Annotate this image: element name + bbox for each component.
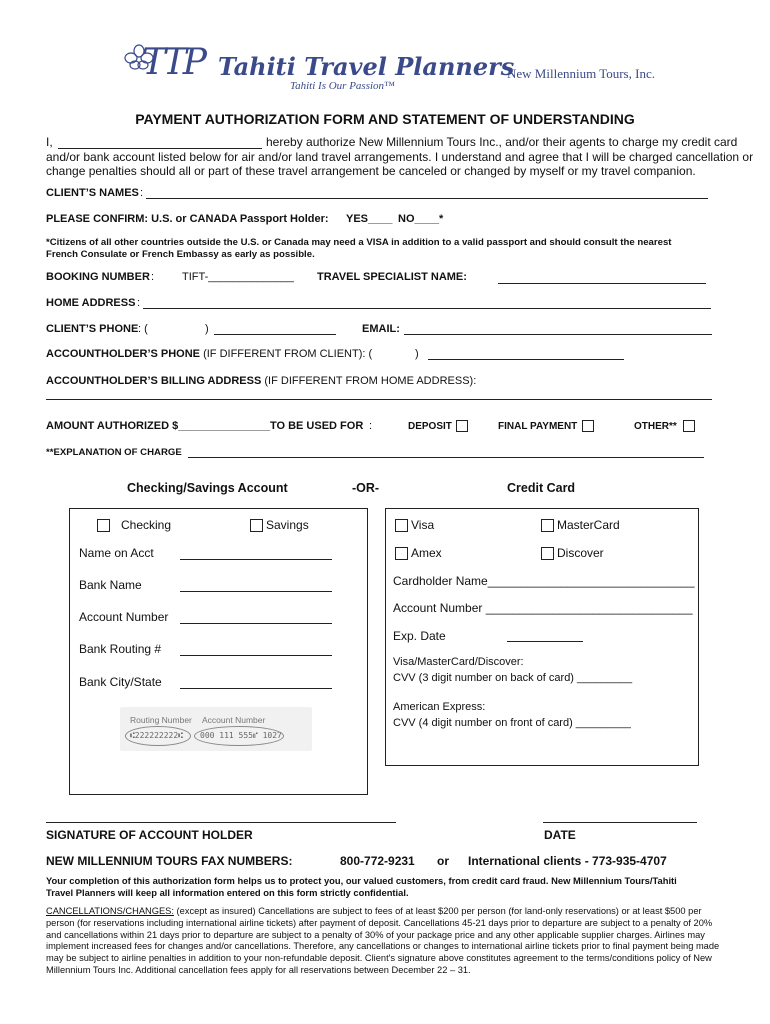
clients-names-label: CLIENT’S NAMES — [46, 187, 139, 199]
accountholder-phone-note: (IF DIFFERENT FROM CLIENT): ( — [203, 348, 373, 360]
credit-card-heading: Credit Card — [507, 481, 576, 495]
bank-routing-label: Bank Routing # — [79, 642, 162, 656]
checking-checkbox[interactable] — [97, 519, 110, 532]
home-address-label: HOME ADDRESS — [46, 297, 136, 309]
card-account-number-field[interactable]: Account Number _______________________________ — [393, 601, 693, 615]
confidentiality-line-2: Travel Planners will keep all information entered on this form strictly confidential. — [46, 887, 409, 898]
deposit-checkbox[interactable] — [456, 420, 468, 432]
exp-date-label: Exp. Date — [393, 629, 446, 643]
confidentiality-line-1: Your completion of this authorization form helps us to protect you, our valued customers, from credit card fraud. New Millennium Tours/Tahiti — [46, 875, 677, 886]
cancellation-line-4: implement increased fees for changes and/or cancellations. Therefore, any cancellations or changes to international airline tickets prior to final payment being made — [46, 941, 720, 952]
logo-monogram: TTP — [142, 42, 203, 83]
intro-line-2: and/or bank account listed below for air and/or land travel arrangements. I understand and agree that I will be charged cancellation or — [46, 150, 754, 164]
amex-checkbox[interactable] — [395, 547, 408, 560]
visa-checkbox[interactable] — [395, 519, 408, 532]
booking-number-label: BOOKING NUMBER — [46, 271, 150, 283]
cvv4-field[interactable]: CVV (4 digit number on front of card) _________ — [393, 717, 631, 729]
company-name: New Millennium Tours, Inc. — [507, 66, 655, 81]
discover-checkbox[interactable] — [541, 547, 554, 560]
travel-specialist-line[interactable] — [498, 283, 706, 284]
logo-name: Tahiti Travel Planners — [218, 52, 515, 81]
visa-note-line-1: *Citizens of all other countries outside the U.S. or Canada may need a VISA in addition to a valid passport and should consult the nearest — [46, 237, 672, 248]
accountholder-phone — [46, 348, 372, 360]
savings-label: Savings — [266, 518, 309, 532]
billing-address-label: ACCOUNTHOLDER’S BILLING ADDRESS — [46, 375, 262, 387]
check-routing-digits: ⑆222222222⑆ — [130, 731, 183, 740]
billing-address — [46, 375, 476, 387]
intro-prefix: I, — [46, 135, 53, 149]
page-title: PAYMENT AUTHORIZATION FORM AND STATEMENT OF UNDERSTANDING — [135, 111, 635, 127]
cvv3-field[interactable]: CVV (3 digit number on back of card) _________ — [393, 672, 633, 684]
email-line[interactable] — [404, 334, 712, 335]
sample-check-image — [120, 707, 312, 751]
exp-date-line[interactable] — [507, 641, 583, 642]
clients-phone-line[interactable] — [214, 334, 336, 335]
cancellation-line-5: may be subject to airline penalties in addition to your non-refundable deposit. Client's signature above constitutes agreement to the terms/conditions policy of New — [46, 953, 712, 964]
clients-names-colon: : — [140, 187, 144, 199]
booking-number-colon: : — [151, 271, 155, 283]
account-highlight-oval — [194, 726, 284, 746]
checking-savings-box — [69, 508, 368, 795]
fax-number: 800-772-9231 — [340, 854, 415, 868]
amex-section-label: American Express: — [393, 701, 486, 713]
confidentiality-note — [46, 875, 677, 899]
travel-specialist-label: TRAVEL SPECIALIST NAME: — [317, 271, 467, 283]
explanation-line[interactable] — [188, 457, 704, 458]
bank-name-label: Bank Name — [79, 578, 142, 592]
billing-address-line[interactable] — [46, 399, 712, 400]
routing-highlight-oval — [125, 726, 191, 746]
visa-note-line-2: French Consulate or French Embassy as early as possible. — [46, 249, 315, 260]
signature-label: SIGNATURE OF ACCOUNT HOLDER — [46, 828, 253, 842]
deposit-label: DEPOSIT — [408, 421, 452, 432]
amex-label: Amex — [411, 546, 442, 560]
clients-phone-open: : ( — [138, 323, 148, 335]
booking-number-field[interactable]: TIFT-______________ — [182, 271, 294, 283]
home-address-colon: : — [137, 297, 141, 309]
intro-line-1: hereby authorize New Millennium Tours Inc., and/or their agents to charge my credit card — [266, 135, 738, 149]
fax-label: NEW MILLENNIUM TOURS FAX NUMBERS: — [46, 854, 293, 868]
amount-authorized-label[interactable]: AMOUNT AUTHORIZED $_______________TO BE USED FOR — [46, 420, 364, 432]
clients-phone-close: ) — [205, 323, 209, 335]
authorizer-name-line[interactable] — [58, 148, 262, 149]
clients-phone-label: CLIENT’S PHONE — [46, 323, 139, 335]
email-label: EMAIL: — [362, 323, 400, 335]
accountholder-phone-close: ) — [415, 348, 419, 360]
other-label: OTHER** — [634, 421, 677, 432]
bank-city-state-label: Bank City/State — [79, 675, 162, 689]
amount-authorized-colon: : — [369, 420, 373, 432]
clients-names-line[interactable] — [146, 198, 708, 199]
accountholder-phone-line[interactable] — [428, 359, 624, 360]
explanation-label: **EXPLANATION OF CHARGE — [46, 447, 182, 458]
account-number-label: Account Number — [79, 610, 169, 624]
mastercard-label: MasterCard — [557, 518, 620, 532]
cancellation-line-2: person (for reservations including international airline tickets) after payment of deposit. Cancellations 45-21 days prior to departure are subject to a penalty of 20% — [46, 917, 713, 928]
name-on-acct-label: Name on Acct — [79, 546, 154, 560]
signature-line[interactable] — [46, 822, 396, 823]
final-payment-label: FINAL PAYMENT — [498, 421, 578, 432]
cancellation-policy — [46, 906, 719, 977]
logo — [120, 40, 530, 96]
cancellation-label: CANCELLATIONS/CHANGES: — [46, 906, 174, 916]
account-number-line[interactable] — [180, 623, 332, 624]
vmd-label: Visa/MasterCard/Discover: — [393, 656, 524, 668]
credit-card-box — [385, 508, 699, 766]
date-line[interactable] — [543, 822, 697, 823]
home-address-line[interactable] — [143, 308, 711, 309]
final-payment-checkbox[interactable] — [582, 420, 594, 432]
discover-label: Discover — [557, 546, 604, 560]
check-account-label: Account Number — [202, 715, 266, 725]
other-checkbox[interactable] — [683, 420, 695, 432]
name-on-acct-line[interactable] — [180, 559, 332, 560]
check-account-digits: 000 111 555⑈ 1027 — [200, 731, 282, 740]
passport-yes[interactable]: YES____ — [346, 213, 393, 225]
checking-label: Checking — [121, 518, 172, 532]
cancellation-line-1 — [46, 906, 719, 918]
bank-city-state-line[interactable] — [180, 688, 332, 689]
billing-address-note: (IF DIFFERENT FROM HOME ADDRESS): — [264, 375, 477, 387]
cardholder-name-field[interactable]: Cardholder Name_______________________________ — [393, 574, 695, 588]
check-routing-label: Routing Number — [130, 715, 192, 725]
visa-label: Visa — [411, 518, 435, 532]
passport-question: PLEASE CONFIRM: U.S. or CANADA Passport Holder: — [46, 213, 329, 225]
fax-international: International clients - 773-935-4707 — [468, 854, 667, 868]
fax-or: or — [437, 854, 449, 868]
cancellation-line-6: Millennium Tours Inc. Additional cancellation fees apply for all reservations between December 22 – 31. — [46, 964, 471, 975]
bank-routing-line[interactable] — [180, 655, 332, 656]
date-label: DATE — [544, 828, 576, 842]
intro-line-3: change penalties should all or part of these travel arrangement be canceled or changed by myself or my travel companion. — [46, 164, 696, 178]
mastercard-checkbox[interactable] — [541, 519, 554, 532]
passport-no[interactable]: NO____* — [398, 213, 444, 225]
or-divider: -OR- — [352, 481, 380, 495]
cancellation-text-1: (except as insured) Cancellations are subject to fees of at least $200 per person (for land-only reservations) or at least $500 per — [176, 906, 702, 916]
bank-name-line[interactable] — [180, 591, 332, 592]
accountholder-phone-label: ACCOUNTHOLDER’S PHONE — [46, 348, 201, 360]
visa-note — [46, 237, 671, 261]
logo-tagline: Tahiti Is Our Passion™ — [290, 80, 395, 92]
savings-checkbox[interactable] — [250, 519, 263, 532]
checking-savings-heading: Checking/Savings Account — [127, 481, 288, 495]
cancellation-line-3: and cancellations within 21 days prior to departure are subject to a penalty of 30% of your package price and any other applicable supplier charges. Airlines may — [46, 929, 705, 940]
